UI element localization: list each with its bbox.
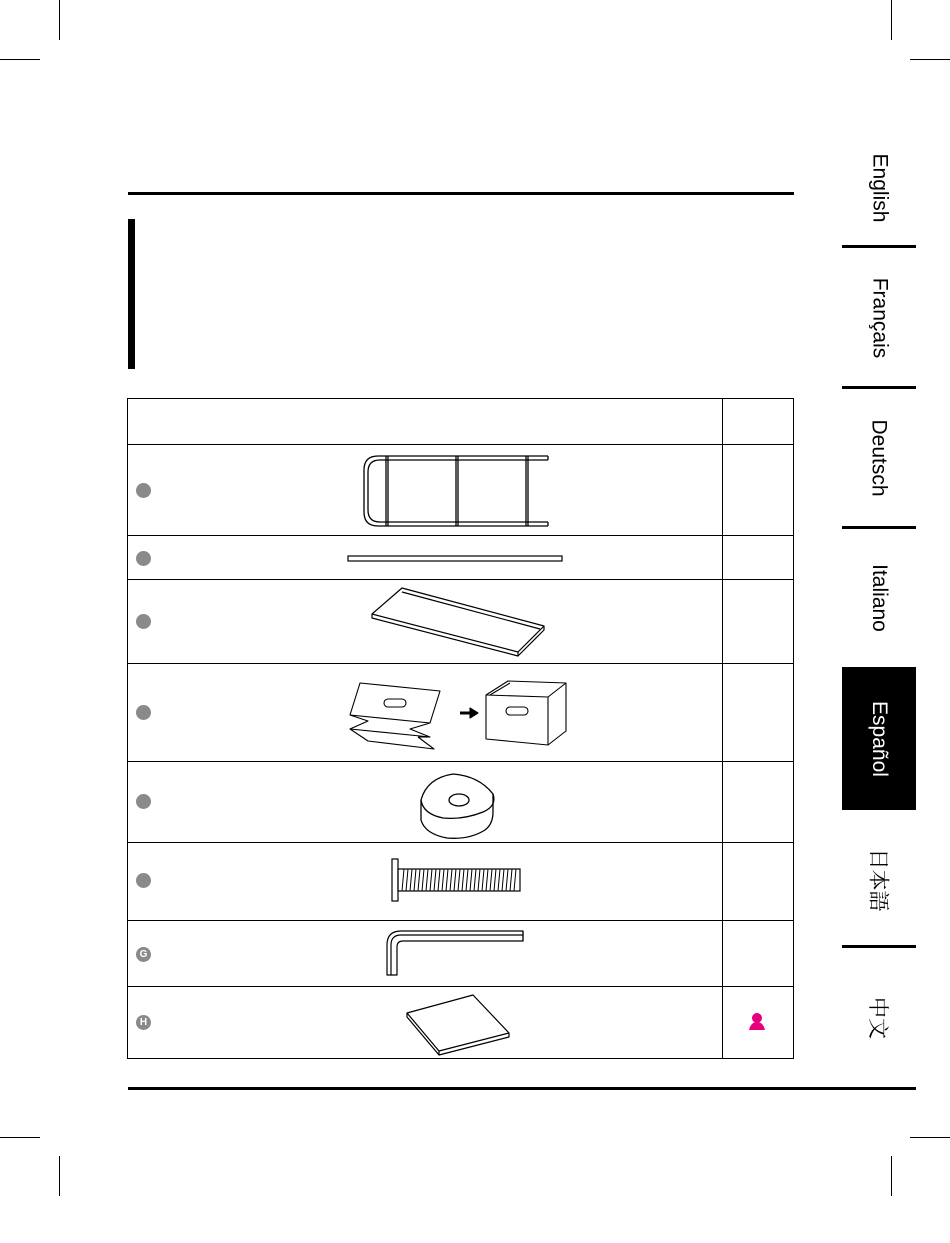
- table-row: [128, 579, 793, 663]
- crop-mark: [0, 59, 40, 60]
- section-bar: [128, 219, 135, 369]
- tab-separator: [842, 245, 916, 248]
- crop-mark: [891, 1156, 892, 1196]
- language-tab-english[interactable]: [842, 130, 916, 245]
- table-row: [128, 663, 793, 761]
- table-row: [128, 761, 793, 842]
- language-tab-deutsch[interactable]: [842, 392, 916, 524]
- part-marker: [136, 794, 151, 809]
- crop-mark: [891, 0, 892, 40]
- language-tab-label: 日本語: [866, 848, 889, 912]
- part-marker: [136, 551, 151, 566]
- language-tab-espanol[interactable]: [842, 667, 916, 810]
- language-tab-label: Français: [868, 277, 891, 358]
- footer-rule: [128, 1087, 916, 1090]
- part-marker: [136, 873, 151, 888]
- language-tab-label: Español: [868, 700, 892, 777]
- screw-drawing: [388, 857, 528, 907]
- crop-mark: [59, 1156, 60, 1196]
- shelf-panel-drawing: [368, 584, 548, 660]
- crop-mark: [0, 1137, 40, 1138]
- part-marker: G: [136, 947, 151, 962]
- language-tab-chinese[interactable]: [842, 955, 916, 1080]
- table-row: [128, 842, 793, 920]
- language-tab-label: Deutsch: [868, 419, 892, 497]
- foot-cap-drawing: [413, 766, 503, 842]
- table-row: [128, 986, 793, 1059]
- language-tab-label: 中文: [866, 996, 889, 1039]
- part-marker: [136, 614, 151, 629]
- language-tab-label: Italiano: [868, 564, 891, 632]
- support-rod-drawing: [346, 554, 566, 566]
- language-tab-japanese[interactable]: [842, 820, 916, 940]
- storage-box-drawing: [338, 669, 578, 757]
- allen-key-drawing: [383, 927, 533, 983]
- tab-separator: [842, 945, 916, 948]
- part-marker: [136, 705, 151, 720]
- table-row: [128, 920, 793, 986]
- table-row: [128, 535, 793, 579]
- language-tab-italiano[interactable]: [842, 532, 916, 664]
- tab-separator: [842, 526, 916, 529]
- tab-separator: [842, 386, 916, 389]
- manual-drawing: [403, 991, 523, 1057]
- header-rule: [128, 192, 794, 195]
- part-marker: H: [136, 1015, 151, 1030]
- language-tab-label: English: [867, 153, 891, 222]
- part-marker: [136, 483, 151, 498]
- crop-mark: [910, 1137, 950, 1138]
- crop-mark: [59, 0, 60, 40]
- language-tab-francais[interactable]: [842, 250, 916, 385]
- table-header-row: [128, 399, 793, 444]
- crop-mark: [910, 59, 950, 60]
- parts-table: [127, 398, 794, 1059]
- person-icon: [747, 1011, 767, 1031]
- frame-rack-drawing: [358, 450, 558, 536]
- table-row: [128, 444, 793, 535]
